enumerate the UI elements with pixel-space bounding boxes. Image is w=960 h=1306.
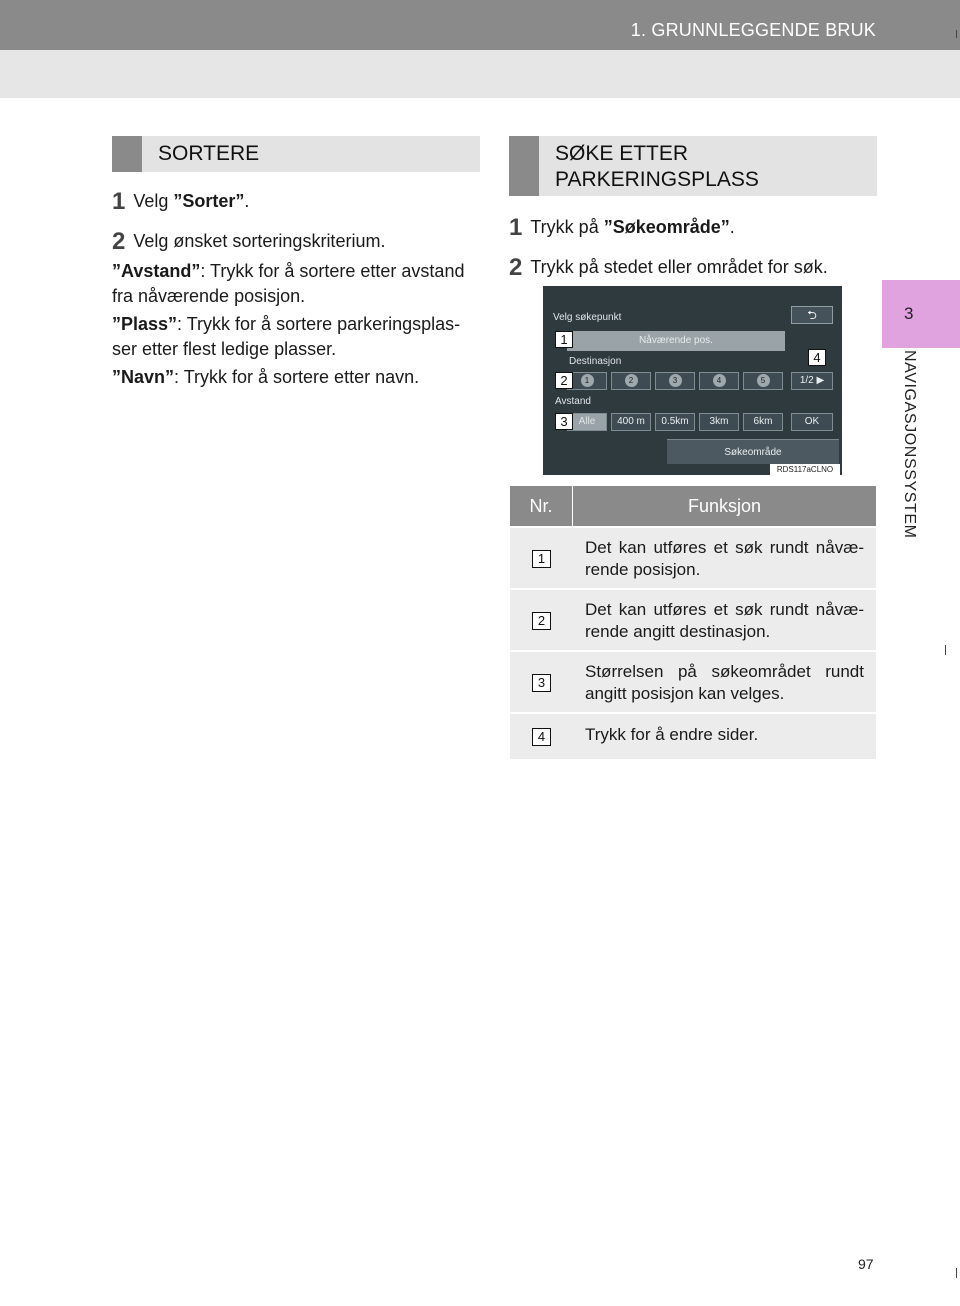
destination-number: 3	[669, 374, 682, 387]
option-text: : Trykk for å sortere etter avstand fra nåværende posisjon.	[112, 261, 465, 306]
option-text: : Trykk for å sortere parkeringsplas- ser etter flest ledige plasser.	[112, 314, 461, 359]
search-area-tab[interactable]: Søkeområde	[667, 439, 839, 464]
step-2	[112, 228, 385, 256]
ok-button[interactable]: OK	[791, 413, 833, 431]
option-navn	[112, 365, 480, 390]
row-description: Trykk for å endre sider.	[585, 725, 759, 744]
option-keyword: ”Navn”	[112, 367, 175, 387]
callout-3: 3	[555, 413, 573, 430]
callout-1: 1	[555, 331, 573, 348]
distance-label: Avstand	[555, 396, 591, 407]
section-header-sortere	[112, 136, 480, 172]
step-number: 2	[509, 254, 523, 281]
page-button[interactable]: 1/2 ▶	[791, 372, 833, 390]
step-number: 1	[112, 188, 126, 215]
chapter-number: 3	[904, 304, 914, 323]
section-title-line1: SØKE ETTER	[555, 142, 689, 165]
chapter-label	[900, 350, 930, 570]
step-text-end: .	[729, 217, 735, 237]
step-text: Velg ønsket sorteringskriterium.	[133, 231, 386, 251]
destination-button-5[interactable]	[743, 372, 783, 390]
chapter-tab	[882, 280, 960, 348]
back-button[interactable]: ⮌	[791, 306, 833, 324]
destination-number: 2	[625, 374, 638, 387]
option-text: : Trykk for å sortere etter navn.	[174, 367, 420, 387]
column-header-funksjon: Funksjon	[572, 486, 876, 526]
table-row	[510, 526, 876, 588]
option-keyword: ”Plass”	[112, 314, 178, 334]
column-header-nr: Nr.	[529, 496, 553, 516]
row-description: Det kan utføres et søk rundt nåvæ- rende posisjon.	[585, 538, 864, 579]
table-row	[510, 650, 876, 712]
row-number: 2	[532, 612, 551, 630]
callout-2: 2	[555, 372, 573, 389]
destination-number: 4	[713, 374, 726, 387]
step-1	[112, 188, 249, 216]
table-row	[510, 712, 876, 759]
image-code: RDS117aCLNO	[770, 464, 840, 475]
section-title-line2: PARKERINGSPLASS	[555, 168, 759, 191]
destination-number: 5	[757, 374, 770, 387]
distance-button-05km[interactable]: 0.5km	[655, 413, 695, 431]
table-row	[510, 588, 876, 650]
option-avstand	[112, 259, 480, 309]
step-number: 1	[509, 214, 523, 241]
destination-number: 1	[581, 374, 594, 387]
crop-mark	[956, 30, 957, 38]
row-description: Det kan utføres et søk rundt nåvæ- rende angitt destinasjon.	[585, 600, 864, 641]
section-marker	[509, 136, 539, 196]
header-band	[0, 50, 960, 98]
step-keyword: ”Sorter”	[173, 191, 245, 211]
step-text-end: .	[244, 191, 250, 211]
callout-4: 4	[808, 349, 826, 366]
destination-button-1[interactable]	[567, 372, 607, 390]
crop-mark	[956, 1268, 957, 1278]
distance-button-6km[interactable]: 6km	[743, 413, 783, 431]
row-number: 3	[532, 674, 551, 692]
distance-button-3km[interactable]: 3km	[699, 413, 739, 431]
destination-label: Destinasjon	[569, 356, 622, 367]
current-position-button[interactable]: Nåværende pos.	[567, 331, 785, 351]
step-number: 2	[112, 228, 126, 255]
destination-button-3[interactable]	[655, 372, 695, 390]
distance-button-400m[interactable]: 400 m	[611, 413, 651, 431]
page-number: 97	[858, 1256, 874, 1272]
section-marker	[112, 136, 142, 172]
option-keyword: ”Avstand”	[112, 261, 201, 281]
section-title: SORTERE	[158, 142, 260, 165]
step-text: Trykk på	[530, 217, 604, 237]
step-text: Trykk på stedet eller området for søk.	[530, 257, 828, 277]
header-bar	[0, 0, 960, 50]
step-keyword: ”Søkeområde”	[603, 217, 730, 237]
crop-mark	[945, 645, 946, 655]
chapter-label-text: NAVIGASJONSSYSTEM	[901, 350, 918, 539]
step-text: Velg	[133, 191, 174, 211]
function-table	[510, 486, 876, 759]
screen-title: Velg søkepunkt	[553, 312, 622, 323]
option-plass	[112, 312, 480, 362]
row-number: 4	[532, 728, 551, 746]
chapter-title: 1. GRUNNLEGGENDE BRUK	[630, 20, 876, 40]
row-number: 1	[532, 550, 551, 568]
table-header	[510, 486, 876, 526]
destination-button-2[interactable]	[611, 372, 651, 390]
row-description: Størrelsen på søkeområdet rundt angitt posisjon kan velges.	[585, 662, 864, 703]
destination-button-4[interactable]	[699, 372, 739, 390]
nav-screen-illustration	[543, 286, 842, 475]
step-2	[509, 254, 828, 282]
distance-button-all[interactable]: Alle	[567, 413, 607, 431]
section-header-parkering	[509, 136, 877, 196]
step-1	[509, 214, 735, 242]
